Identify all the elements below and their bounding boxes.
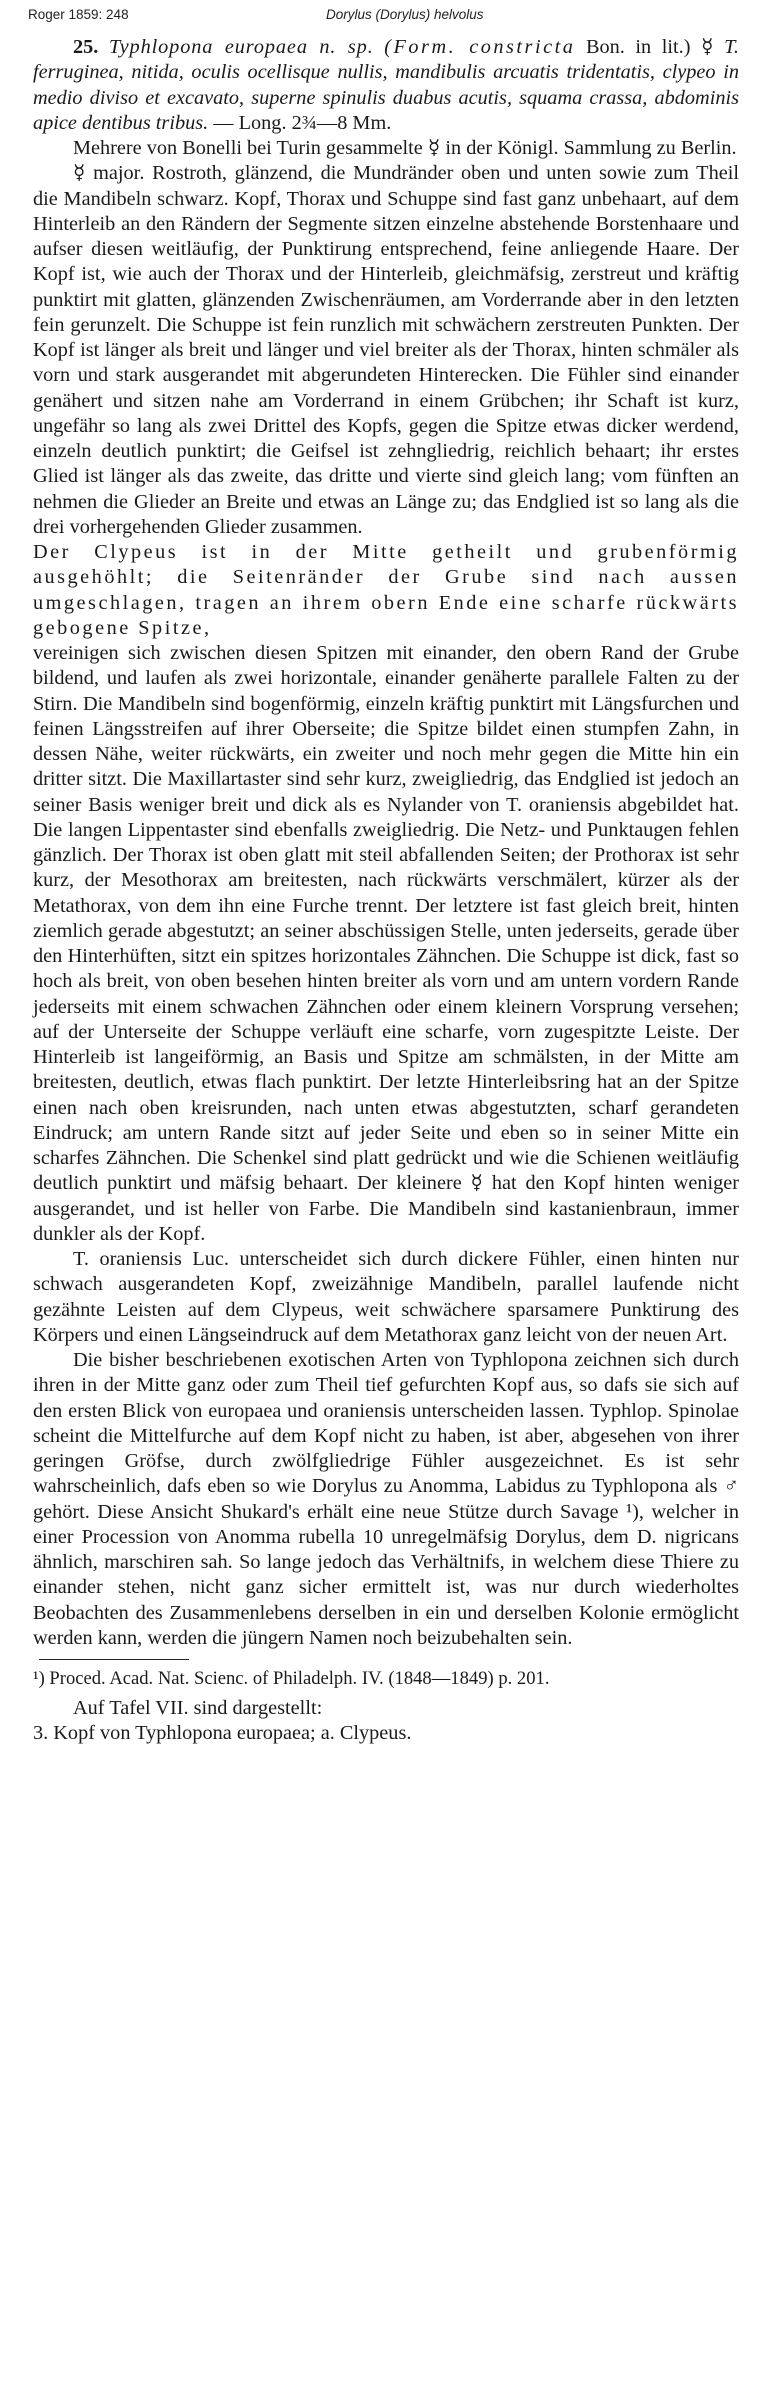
paragraph-mandibles-thorax: vereinigen sich zwischen diesen Spitzen mit einander, den obern Rand der Grube bildend, und laufen als zwei horizontale, einander genäherte parallele Falten zu der Stirn. Die Mandibeln sind bogenförmig, einzeln kräftig punktirt mit Längsfurchen und feinen Längsstreifen auf ihrer Oberseite; die Spitze bildet einen stumpfen Zahn, in dessen Nähe, weiter rückwärts, ein zweiter und noch mehr gegen die Mitte hin ein dritter sitzt. Die Maxillartaster sind sehr kurz, zweigliedrig, das Endglied ist jedoch an seiner Basis weniger breit und dick als es Nylander von T. oraniensis abgebildet hat. Die langen Lippentaster sind ebenfalls zweigliedrig. Die Netz- und Punktaugen fehlen gänzlich. Der Thorax ist oben glatt mit steil abfallenden Seiten; der Prothorax ist sehr kurz, der Mesothorax am breitesten, nach rückwärts verschmälert, kürzer als der Metathorax, von dem ihn eine Furche trennt. Der letztere ist fast gleich breit, hinten ziemlich gerade abgestutzt; an seiner abschüssigen Stelle, unten jederseits, gerade über den Hinterhüften, sitzt ein spitzes horizontales Zähnchen. Die Schuppe ist dick, fast so hoch als breit, von oben besehen hinten breiter als vorn und am untern vordern Rande jederseits mit einem schwachen Zähnchen oder einem kleinern Vorsprung versehen; auf der Unterseite der Schuppe verläuft eine scharfe, vorn zugespitzte Leiste. Der Hinterleib ist langeiförmig, an Basis und Spitze am schmälsten, in der Mitte am breitesten, deutlich, etwas flach punktirt. Der letzte Hinterleibsring hat an der Spitze einen nach oben kreisrunden, nach unten etwas abgestutzten, scharf gerandeten Eindruck; am untern Rande sitzt auf jeder Seite und eben so in seiner Mitte ein scharfes Zähnchen. Die Schenkel sind platt gedrückt und wie die Schienen weitläufig deutlich punktirt und mäfsig behaart. Der kleinere ☿ hat den Kopf hinten weniger ausgerandet, und ist heller von Farbe. Die Mandibeln sind kastanienbraun, immer dunkler als der Kopf. xyxy=(33,642,739,1245)
species-number: 25. xyxy=(73,36,99,58)
footnote: ¹) Proced. Acad. Nat. Scienc. of Philadelph. IV. (1848—1849) p. 201. xyxy=(33,1668,550,1689)
plates-heading: Auf Tafel VII. sind dargestellt: xyxy=(73,1697,323,1719)
species-length: — Long. 2¾—8 Mm. xyxy=(213,111,392,134)
species-name: Typhlopona europaea n. sp. xyxy=(108,36,374,58)
species-heading xyxy=(33,35,739,136)
page-header xyxy=(0,7,762,29)
paragraph-locality: Mehrere von Bonelli bei Turin gesammelte ☿ in der Königl. Sammlung zu Berlin. xyxy=(73,137,737,159)
paragraph-exotic-species: Die bisher beschriebenen exotischen Arten von Typhlopona zeichnen sich durch ihren in der Mitte ganz oder zum Theil tief gefurchten Kopf aus, so dafs sie sich auf den ersten Blick von europaea und oraniensis unterscheiden lassen. Typhlop. Spinolae scheint die Mittelfurche auf dem Kopf nicht zu haben, ist aber, abgesehen von ihrer geringen Gröfse, durch zwölfgliedrige Fühler ausgezeichnet. Es ist sehr wahrscheinlich, dafs eben so wie Dorylus zu Anomma, Labidus zu Typhlopona als ♂ gehört. Diese Ansicht Shukard's erhält eine neue Stütze durch Savage ¹), welcher in einer Procession von Anomma rubella 10 unregelmäfsig Dorylus, dem D. nigricans ähnlich, marschiren sah. So lange jedoch das Verhältnifs, in welchem diese Thiere zu einander stehen, nicht ganz sicher ermittelt ist, was nur durch wiederholtes Beobachten des Zusammenlebens derselben in ein und derselben Kolonie ermöglicht werden kann, werden die jüngern Namen noch beizubehalten sein. xyxy=(33,1349,739,1649)
species-form: (Form. constricta xyxy=(384,36,576,58)
species-form-cont: Bon. in lit.) xyxy=(585,36,691,58)
body-text xyxy=(33,35,739,1747)
paragraph-description: ☿ major. Rostroth, glänzend, die Mundränder oben und unten sowie zum Theil die Mandibeln schwarz. Kopf, Thorax und Schuppe sind fast ganz unbehaart, auf dem Hinterleib an den Rändern der Segmente sitzen einzelne abstehende Borstenhaare und aufser diesen weitläufig, der Punktirung entsprechend, feine anliegende Haare. Der Kopf ist, wie auch der Thorax und der Hinterleib, gleichmäfsig, zerstreut und kräftig punktirt mit glatten, glänzenden Zwischenräumen, am Vorderrande aber in den letzten fein gerunzelt. Die Schuppe ist fein runzlich mit schwächern zerstreuten Punkten. Der Kopf ist länger als breit und länger und viel breiter als der Thorax, hinten schmäler als vorn und stark ausgerandet mit abgerundeten Hinterecken. Die Fühler sind einander genähert und sitzen nahe am Vorderrand in einem Grübchen; ihr Schaft ist kurz, ungefähr so lang als zwei Drittel des Kopfs, gegen die Spitze etwas dicker werdend, einzeln deutlich punktirt; die Geifsel ist zehngliedrig, reichlich behaart; ihr erstes Glied ist länger als das zweite, das dritte und vierte sind gleich lang; vom fünften an nehmen die Glieder an Breite und etwas an Länge zu; das Endglied ist so lang als die drei vorhergehenden Glieder zusammen. xyxy=(33,162,739,538)
taxon-label: Dorylus (Dorylus) helvolus xyxy=(326,7,484,22)
citation-label: Roger 1859: 248 xyxy=(28,7,129,22)
paragraph-oraniensis: T. oraniensis Luc. unterscheidet sich durch dickere Fühler, einen hinten nur schwach ausgerandeten Kopf, zweizähnige Mandibeln, parallel laufende nicht gezähnte Leisten auf dem Clypeus, weit schwächere sparsamere Punktirung des Körpers und einen Längseindruck auf dem Metathorax ganz leicht von der neuen Art. xyxy=(33,1248,739,1346)
worker-symbol: ☿ xyxy=(701,36,714,58)
latin-diagnosis: T. ferruginea, nitida, oculis ocellisque nullis, mandibulis arcuatis tridentatis, clypeo in medio diviso et excavato, superne spinulis duabus acutis, squama crassa, abdominis apice dentibus tribus. xyxy=(33,36,740,134)
paragraph-clypeus: Der Clypeus ist in der Mitte getheilt und grubenförmig ausgehöhlt; die Seitenränder der Grube sind nach aussen umgeschlagen, tragen an ihrem obern Ende eine scharfe rückwärts gebogene Spitze, xyxy=(33,541,739,639)
footnote-divider xyxy=(39,1659,189,1660)
plates-item: 3. Kopf von Typhlopona europaea; a. Clypeus. xyxy=(33,1722,412,1745)
